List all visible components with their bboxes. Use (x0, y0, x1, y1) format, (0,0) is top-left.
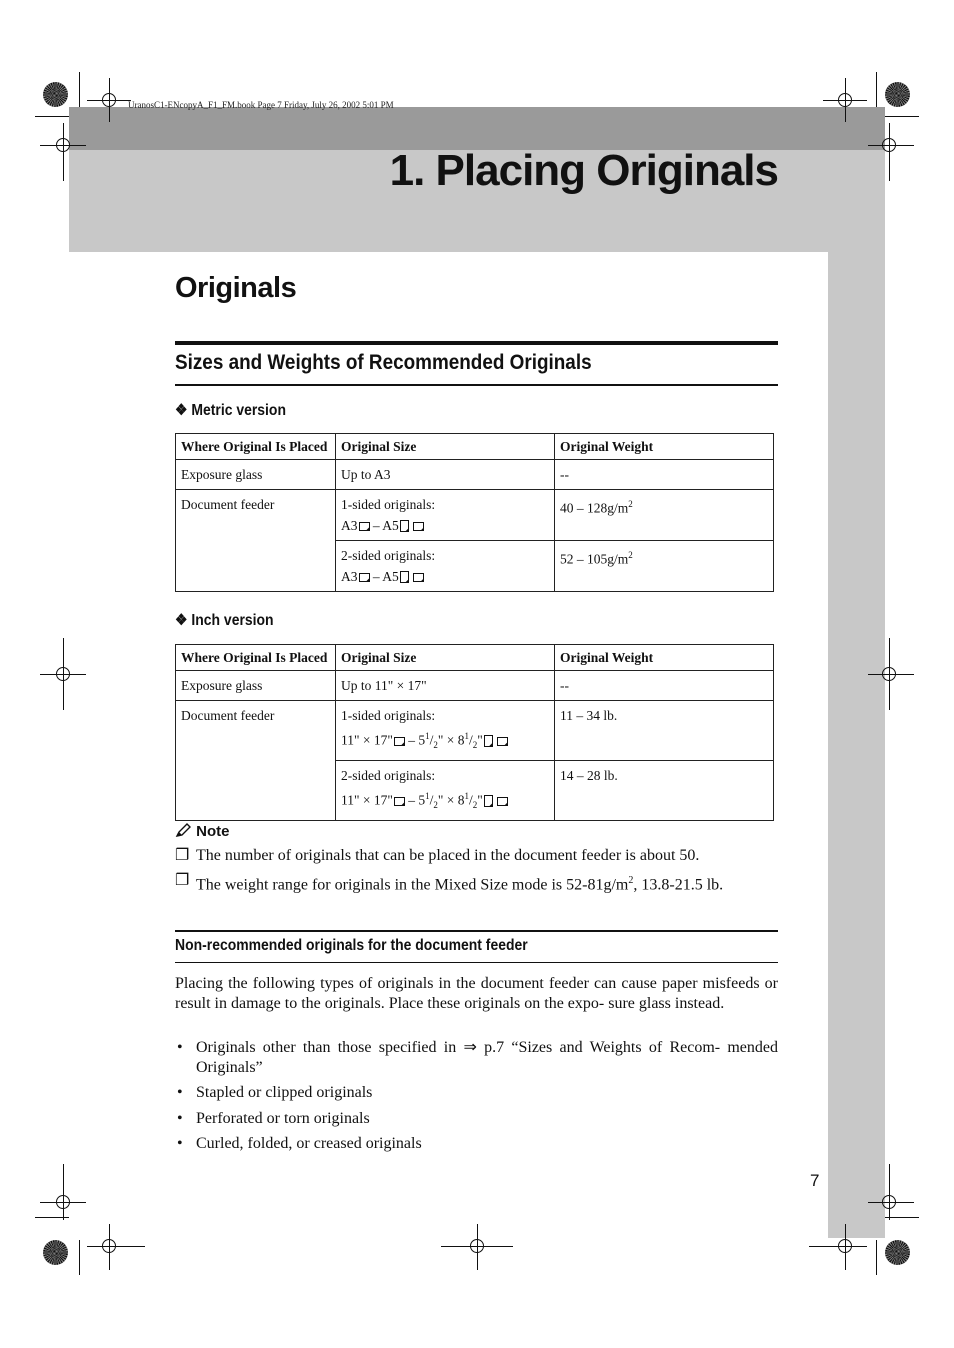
table-cell (555, 490, 774, 541)
table-cell: 1-sided originals: 11" × 17" – $5^1/_2$" × $8^1/_2$" (336, 701, 555, 761)
subsection-rule (175, 384, 778, 386)
checkbox-bullet-icon: ❐ (175, 872, 190, 889)
table-cell: Up to A3 (336, 460, 555, 490)
list-item-text: Originals other than those specified in ⇒ p.7 “Sizes and Weights of Recom- mended Originals” (196, 1039, 778, 1076)
portrait-paper-icon (484, 735, 493, 747)
table-cell: Up to 11" × 17" (336, 671, 555, 701)
cell-label: 2-sided originals: (341, 548, 436, 563)
cell-size-a: 11" × 17" (341, 792, 393, 808)
landscape-paper-icon (497, 737, 508, 746)
cell-weight: 52 – 105g/m (560, 551, 629, 567)
table-cell: Document feeder (176, 490, 336, 592)
list-item-text: Curled, folded, or creased originals (196, 1135, 422, 1152)
cell-size-a: A3 (341, 569, 358, 584)
cell-label: 1-sided originals: (341, 708, 436, 723)
bullet-icon: • (177, 1110, 183, 1127)
nonrec-paragraph: Placing the following types of originals in the document feeder can cause paper misfeeds or result in damage to the originals. Place these originals on the expo- sure glass instead. (175, 975, 778, 1012)
table-cell: Exposure glass (176, 460, 336, 490)
list-item (175, 1134, 778, 1154)
note-text: The number of originals that can be placed in the document feeder is about 50. (196, 847, 700, 864)
chapter-band-dark (69, 107, 885, 150)
note-title: Note (196, 823, 230, 840)
table-cell (336, 541, 555, 592)
list-item-text: Stapled or clipped originals (196, 1084, 373, 1101)
table-row (176, 490, 774, 541)
bullet-icon: • (177, 1135, 183, 1152)
bullet-icon: • (177, 1084, 183, 1101)
note-item (175, 846, 780, 865)
table-cell: 2-sided originals: 11" × 17" – $5^1/_2$" × $8^1/_2$" (336, 761, 555, 821)
list-item-text: Perforated or torn originals (196, 1110, 370, 1127)
inch-table (175, 644, 774, 821)
section-rule (175, 341, 778, 345)
landscape-paper-icon (413, 522, 424, 531)
table-cell: 14 – 28 lb. (555, 761, 774, 821)
subsubsection-rule-bottom (175, 962, 778, 963)
print-header: UranosC1-ENcopyA_F1_FM.book Page 7 Friday, July 26, 2002 5:01 PM (128, 100, 394, 110)
table-cell: 11 – 34 lb. (555, 701, 774, 761)
inch-heading: ❖ Inch version (175, 612, 274, 629)
list-item (175, 1038, 778, 1077)
note-heading (175, 823, 230, 840)
table-cell: -- (555, 460, 774, 490)
checkbox-bullet-icon: ❐ (175, 847, 190, 864)
note-item (175, 871, 780, 894)
registration-rosette-icon (43, 82, 68, 107)
cell-weight: 40 – 128g/m (560, 500, 629, 516)
table-header: Where Original Is Placed (176, 645, 336, 671)
chapter-title: 1. Placing Originals (389, 146, 778, 195)
cell-size-mid: – 5 (404, 732, 426, 748)
landscape-paper-icon (394, 737, 405, 746)
table-header: Original Size (336, 645, 555, 671)
cell-size-a: A3 (341, 518, 358, 533)
table-row (176, 671, 774, 701)
table-cell (555, 541, 774, 592)
cell-size-mid: – 5 (404, 792, 426, 808)
metric-heading: ❖ Metric version (175, 402, 286, 419)
table-row (176, 460, 774, 490)
table-header: Original Size (336, 434, 555, 460)
metric-table (175, 433, 774, 592)
landscape-paper-icon (359, 522, 370, 531)
cell-size-b: " × 8 (437, 732, 465, 748)
side-band (828, 252, 885, 1238)
cell-size-c: " (477, 732, 483, 748)
nonrec-heading: Non-recommended originals for the document feeder (175, 937, 528, 954)
portrait-paper-icon (400, 520, 409, 532)
subsubsection-rule-top (175, 930, 778, 932)
cell-size-a: 11" × 17" (341, 732, 393, 748)
cell-weight-exponent: 2 (628, 550, 633, 560)
table-header-row (176, 434, 774, 460)
portrait-paper-icon (484, 795, 493, 807)
landscape-paper-icon (359, 573, 370, 582)
table-cell: -- (555, 671, 774, 701)
list-item (175, 1083, 778, 1103)
cell-size-sep: – A5 (369, 569, 399, 584)
note-text: The weight range for originals in the Mixed Size mode is $52-81g/m^2$, 13.8-21.5 lb. (196, 875, 724, 894)
table-header: Original Weight (555, 645, 774, 671)
portrait-paper-icon (400, 571, 409, 583)
landscape-paper-icon (497, 797, 508, 806)
cell-label: 1-sided originals: (341, 497, 436, 512)
cell-size-b: " × 8 (437, 792, 465, 808)
section-title: Originals (175, 272, 297, 304)
table-cell: Document feeder (176, 701, 336, 821)
table-row (176, 701, 774, 761)
table-cell: Exposure glass (176, 671, 336, 701)
cell-label: 2-sided originals: (341, 768, 436, 784)
table-header: Where Original Is Placed (176, 434, 336, 460)
list-item (175, 1109, 778, 1129)
registration-rosette-icon (885, 82, 910, 107)
table-header: Original Weight (555, 434, 774, 460)
pencil-icon (175, 823, 192, 838)
subsection-title: Sizes and Weights of Recommended Originals (175, 351, 592, 374)
cell-weight-exponent: 2 (628, 499, 633, 509)
cell-size-sep: – A5 (369, 518, 399, 533)
landscape-paper-icon (413, 573, 424, 582)
page-number: 7 (810, 1171, 820, 1190)
bullet-icon: • (177, 1039, 183, 1056)
cell-size-c: " (477, 792, 483, 808)
table-cell (336, 490, 555, 541)
landscape-paper-icon (394, 797, 405, 806)
table-header-row (176, 645, 774, 671)
registration-rosette-icon (885, 1240, 910, 1265)
registration-rosette-icon (43, 1240, 68, 1265)
